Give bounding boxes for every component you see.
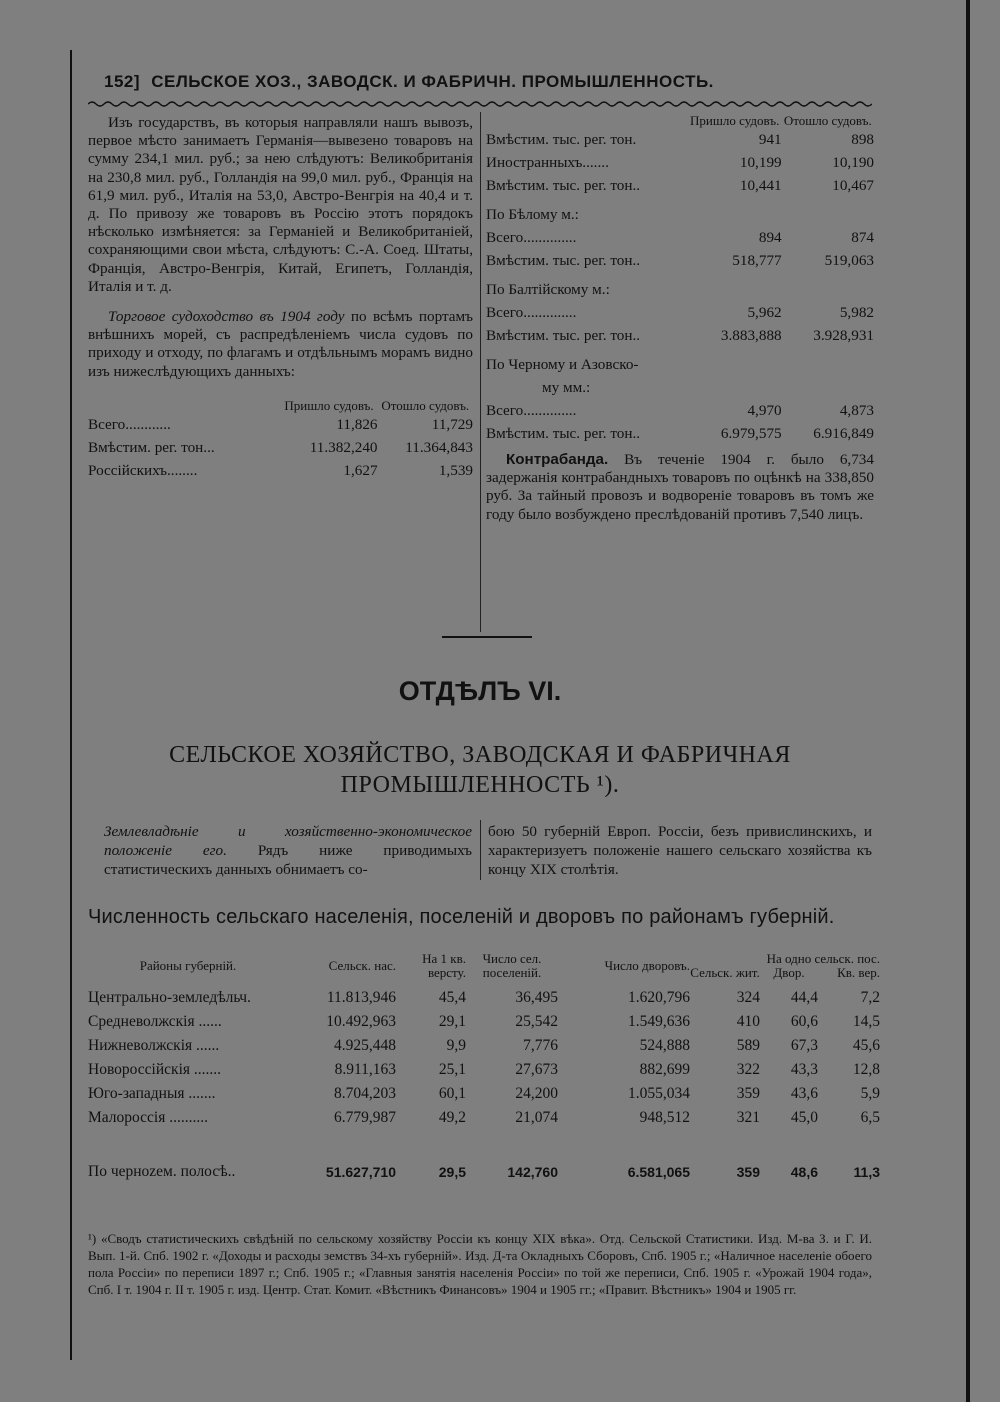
column-divider — [480, 112, 481, 632]
left-border-line — [70, 50, 72, 1360]
book-page — [80, 56, 880, 1356]
intro-column-divider — [480, 820, 481, 880]
table-row: Вмѣстим. тыс. рег. тон.. 518,777 519,063 — [486, 252, 874, 269]
header-density: На 1 кв. версту. — [422, 951, 466, 980]
table-total-row: По черноzем. полосѣ.. 51.627,710 29,5 142,760 6.581,065 359 48,6 11,3 — [88, 1163, 880, 1180]
section-title: ОТДѢЛЪ VI. — [398, 676, 562, 706]
intro-left: Землевладѣніе и хозяйственно-экономическое положеніе его. Рядъ ниже приводимыхъ статистическихъ данныхъ обнимаетъ со- — [104, 823, 472, 878]
table-row: Средневолжскія ...... 10.492,963 29,1 25,542 1.549,636 410 60,6 14,5 — [88, 1013, 880, 1030]
shipping-table-total — [88, 399, 473, 482]
contraband-heading: Контрабанда. — [506, 451, 609, 468]
right-border-line — [966, 0, 970, 1402]
table-row: Всего.............. 5,962 5,982 — [486, 304, 874, 321]
subheading-black-sea: По Черному и Азовско- му мм.: — [486, 356, 639, 396]
table-row: Малороссія .......... 6.779,987 49,2 21,074 948,512 321 45,0 6,5 — [88, 1109, 880, 1126]
table-row: Вмѣстим. тыс. рег. тон. 941 898 — [486, 131, 874, 148]
header-region: Районы губерній. — [139, 958, 237, 973]
section-separator — [442, 636, 532, 638]
col-arrived: Пришло судовъ. — [284, 397, 374, 413]
subheading-white-sea: По Бѣлому м.: — [486, 206, 579, 223]
col-departed: Отошло судовъ. — [783, 113, 872, 128]
shipping-paragraph — [88, 308, 473, 381]
header-settlements: Число сел. поселеній. — [482, 951, 542, 980]
table-row: Всего............ 11,826 11,729 — [88, 415, 473, 433]
trade-paragraph: Изъ государствъ, въ которыя направляли нашъ вывозъ, первое мѣсто занимаетъ Германія—вывезено товаровъ на сумму 234,1 мил. руб.; за нею слѣдуютъ: Великобританія на 230,8 мил. руб., Голландія на 99,0 мил. руб., Франція на 61,9 мил. руб., Италія на 53,0, Австро-Венгрія на 40,4 и т. д. По привозу же товаровъ въ Россію этотъ порядокъ нѣсколько измѣняется: за Германіей и Великобританіей, сохраняющими свои мѣста, слѣдуютъ: С.-А. Соед. Штаты, Франція, Австро-Венгрія, Китай, Египетъ, Голландія, Италія и т. д. — [88, 114, 473, 295]
header-sq-verst: Кв. вер. — [837, 965, 880, 980]
header-yard: Двор. — [773, 965, 805, 980]
table-row: Вмѣстим. тыс. рег. тон.. 10,441 10,467 — [486, 177, 874, 194]
col-arrived: Пришло судовъ. — [690, 113, 780, 128]
col-departed: Отошло судовъ. — [381, 397, 470, 413]
intro-right: бою 50 губерній Европ. Россіи, безъ привислинскихъ, и характеризуетъ положеніе нашего сельскаго хозяйства къ концу XIX столѣтія. — [488, 823, 872, 878]
intro-heading: Землевладѣніе и хозяйственно-экономическое положеніе его. — [104, 823, 472, 859]
table-row: Россійскихъ........ 1,627 1,539 — [88, 461, 473, 479]
shipping-table-seas — [486, 114, 874, 445]
right-column — [486, 114, 874, 524]
table-row: Вмѣстим. рег. тон... 11.382,240 11.364,843 — [88, 438, 473, 456]
page-number: 152] — [104, 72, 141, 91]
contraband-paragraph — [486, 451, 874, 524]
section-subtitle: СЕЛЬСКОЕ ХОЗЯЙСТВО, ЗАВОДСКАЯ И ФАБРИЧНАЯ ПРОМЫШЛЕННОСТЬ ¹). — [169, 742, 791, 798]
subheading-baltic-sea: По Балтійскому м.: — [486, 281, 610, 298]
table-row: Юго-западныя ....... 8.704,203 60,1 24,200 1.055,034 359 43,6 5,9 — [88, 1085, 880, 1102]
header-yards: Число дворовъ. — [604, 958, 690, 973]
header-per-settlement: На одно сельск. пос. — [766, 951, 880, 966]
shipping-heading: Торговое судоходство въ 1904 году — [108, 308, 345, 326]
table-row: Вмѣстим. тыс. рег. тон.. 3.883,888 3.928,931 — [486, 327, 874, 344]
table-title: Численность сельскаго населенія, поселеній и дворовъ по районамъ губерній. — [88, 906, 835, 928]
table-row: Новороссійскія ....... 8.911,163 25,1 27,673 882,699 322 43,3 12,8 — [88, 1061, 880, 1078]
table-row: Всего.............. 894 874 — [486, 229, 874, 246]
table-row: Нижневолжскія ...... 4.925,448 9,9 7,776 524,888 589 67,3 45,6 — [88, 1037, 880, 1054]
header-population: Сельск. нас. — [328, 958, 396, 973]
table-row: Иностранныхъ....... 10,199 10,190 — [486, 154, 874, 171]
contraband-text: Въ теченіе 1904 г. было 6,734 задержанія контрабандныхъ товаровъ по оцѣнкѣ на 338,850 руб. За тайный провозъ и водвореніе товаровъ въ томъ же году было возбуждено преслѣдованій противъ 7,540 лицъ. — [486, 451, 874, 523]
running-header — [104, 72, 714, 92]
footnote: ¹) «Сводъ статистическихъ свѣдѣній по сельскому хозяйству Россіи къ концу XIX вѣка». Отд. Сельской Статистики. Изд. М-ва З. и Г. И. Вып. 1-й. Спб. 1902 г. «Доходы и расходы земствъ 34-хъ губерній». Изд. Д-та Окладныхъ Сборовъ, Спб. 1905 г.; «Наличное населеніе обоего пола Россіи» по переписи 1897 г.; Спб. 1905 г.; «Главныя занятія населенія Россіи» по той же переписи, Спб. 1905 г. «Урожай 1904 года», Спб. I т. 1904 г. II т. 1905 г. изд. Центр. Стат. Комит. «Вѣстникъ Финансовъ» 1904 и 1905 гг.; «Правит. Вѣстникъ» 1904 и 1905 гг. — [88, 1231, 872, 1297]
population-table — [88, 952, 880, 1184]
running-title: СЕЛЬСКОЕ ХОЗ., ЗАВОДСК. И ФАБРИЧН. ПРОМЫШЛЕННОСТЬ. — [151, 72, 714, 91]
table-row: Центрально-земледѣльч. 11.813,946 45,4 36,495 1.620,796 324 44,4 7,2 — [88, 989, 880, 1006]
header-inhabitants: Сельск. жит. — [690, 965, 760, 980]
header-wavy-rule — [88, 100, 872, 108]
table-row: Всего.............. 4,970 4,873 — [486, 402, 874, 419]
table-row: Вмѣстим. тыс. рег. тон.. 6.979,575 6.916,849 — [486, 425, 874, 442]
left-column — [88, 114, 473, 482]
shipping-text: по всѣмъ портамъ внѣшнихъ морей, съ распредѣленіемъ числа судовъ по приходу и отходу, по флагамъ и отдѣльнымъ морамъ видно изъ нижеслѣдующихъ данныхъ: — [88, 308, 473, 380]
